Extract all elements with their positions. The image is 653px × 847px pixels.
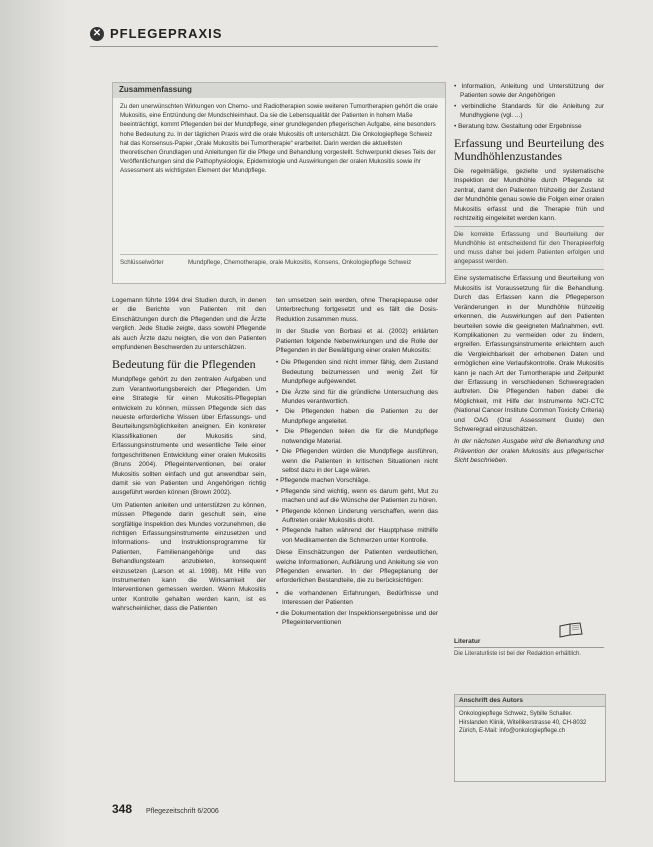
paragraph-next-issue: In der nächsten Ausgabe wird die Behandlung und Prävention der oralen Mukositis aus pflegerischer Sicht beschrieben. bbox=[454, 438, 604, 465]
literature-note bbox=[454, 622, 604, 659]
keywords-label: Schlüsselwörter bbox=[120, 259, 164, 266]
col3-bullet-list bbox=[454, 82, 604, 131]
list-item: • verbindliche Standards für die Anleitung zur Mundhygiene (vgl. ...) bbox=[454, 102, 604, 120]
list-item: • Die Pflegenden haben die Patienten zu der Mundpflege angeleitet. bbox=[276, 408, 438, 425]
publication-name: Pflegezeitschrift 6/2006 bbox=[146, 808, 219, 815]
paragraph: Logemann führte 1994 drei Studien durch, in denen er die Berichte von Patienten mit den Einschätzungen durch die Pflegenden und die Ärzte verglich. Jede Studie zeigte, dass sowohl Pflegende als auch Ärzte dazu neigten, die von den Patienten empfundenen Beschwerden zu unterschätzen. bbox=[112, 297, 266, 352]
author-text: Onkologiepflege Schweiz, Sybille Schaller. Hirslanden Klinik, Witellikerstrasse 40, CH-8032 Zürich, E-Mail: info@onkologiepflege.ch bbox=[459, 711, 587, 735]
paragraph: Um Patienten anleiten und unterstützen zu können, müssen Pflegende darin geschult sein, eine sorgfältige Inspektion des Mundes vorzunehmen, die richtigen Erfassungsinstrumente einzusetzen und Informations- und Instruktionsprogramme für Patienten, Familienangehörige und das Behandlungsteam anzubieten, konsequent einzusetzen (Larson et al. 1998). Mit Hilfe von Instrumenten kann die Wirksamkeit der Interventionen gemessen werden. Wenn Mukositis unter Kontrolle gehalten werden kann, ist es wahrscheinlicher, dass die Patienten bbox=[112, 501, 266, 613]
heading-erfassung: Erfassung und Beurteilung des Mundhöhlenzustandes bbox=[454, 136, 604, 164]
summary-text: Zu den unerwünschten Wirkungen von Chemo- und Radiotherapien sowie weiteren Tumortherapien gehört die orale Mukositis, eine Entzündung der Mundschleimhaut. Da sie die Lebensqualität der Patienten in hohem Maße beeinträchtigt, kommt Pflegenden bei der Mundpflege, einer grundlegenden pflegerischen Aufgabe, eine besonders hohe Bedeutung zu. In der täglichen Praxis wird die orale Mukositis oft unterschätzt. Die Onkologiepflege Schweiz hat das Konsensus-Papier „Orale Mukositis bei Tumortherapie“ erarbeitet. Darin werden die aktuellsten theoretischen Grundlagen und Anleitungen für die Pflege und Behandlung vorgestellt. Schwerpunkt dieses Teils der Veröffentlichungen sind die Pathophysiologie, Epidemiologie und Auswirkungen der oralen Mukositis sowie ihr Assessment als wichtigsten Element der Mundpflege. bbox=[120, 103, 438, 175]
list-item: • Beratung bzw. Gestaltung oder Ergebnisse bbox=[454, 122, 582, 130]
paragraph: ten umsetzen sein werden, ohne Therapiepause oder Unterbrechung fortgesetzt und es fällt die Dosis-Reduktion zusammen muss. bbox=[276, 297, 438, 323]
list-item: • Pflegende machen Vorschläge. bbox=[276, 477, 371, 485]
list-item: • Pflegende können Linderung verschaffen, wenn das Auftreten oraler Mukositis droht. bbox=[276, 507, 438, 524]
section-header bbox=[90, 26, 222, 41]
paragraph: Die regelmäßige, gezielte und systematische Inspektion der Mundhöhle durch Pflegende ist zentral, damit den Patienten frühzeitig der Zustand der Mundhöhle genau sowie die Folgen einer oralen Mukositis erfasst und die Therapie früh und rechtzeitig eingeleitet werden kann. bbox=[454, 168, 604, 223]
list-item: • Information, Anleitung und Unterstützung der Patienten sowie der Angehörigen bbox=[454, 83, 604, 100]
keywords-text: Mundpflege, Chemotherapie, orale Mukositis, Konsens, Onkologiepflege Schweiz bbox=[188, 259, 412, 266]
paragraph: Eine systematische Erfassung und Beurteilung von Mukositis ist Voraussetzung für die Behandlung. Durch das Erfassen kann die Pflegeperson Veränderungen in der Mundhöhle frühzeitig erkennen, die Auswirkungen auf den Patienten beurteilen sowie die geeigneten Maßnahmen, evtl. Komplikationen zu vermeiden oder zu lindern, ergreifen. Erfassungsinstrumente erleichtern auch die Vergleichbarkeit der erhobenen Daten und ermöglichen eine Verlaufskontrolle. Orale Mukositis kann je nach Art der Tumortherapie und Zeitpunkt der Erfassung in verschiedenen Schweregraden auftreten. Die Pflegenden haben dabei die Möglichkeit, mit Hilfe der Instrumente NCI-CTC (National Cancer Institute Common Toxicity Criteria) und OAG (Oral Assessment Guide) den Schweregrad einzuschätzen. bbox=[454, 275, 604, 433]
highlight-box: Die korrekte Erfassung und Beurteilung der Mundhöhle ist entscheidend für den Therapieerfolg und muss daher bei jedem Patienten erfolgen und angepasst werden. bbox=[454, 226, 604, 270]
x-circle-icon: ✕ bbox=[90, 27, 104, 41]
summary-heading: Zusammenfassung bbox=[113, 83, 445, 98]
header-rule bbox=[90, 46, 438, 47]
col2-bullet-list bbox=[276, 358, 438, 545]
paragraph: Diese Einschätzungen der Patienten verdeutlichen, welche Informationen, Aufklärung und Anleitung sie von Pflegenden erwarten. In der Pflegeplanung der erforderlichen Bestandteile, die zu berücksichtigen: bbox=[276, 549, 438, 585]
column-1 bbox=[112, 296, 266, 796]
list-item: • die Dokumentation der Inspektionsergebnisse und der Pflegeinterventionen bbox=[276, 609, 438, 626]
list-item: • Die Pflegenden würden die Mundpflege ausführen, wenn die Patienten in kritischen Situationen nicht selbst dazu in der Lage wären. bbox=[276, 448, 438, 474]
literature-title: Literatur bbox=[454, 638, 604, 648]
author-heading: Anschrift des Autors bbox=[455, 695, 605, 707]
paragraph: In der Studie von Borbasi et al. (2002) erklärten Patienten folgende Nebenwirkungen und die Rolle der Pflegenden in der Bewältigung einer oralen Mukositis: bbox=[276, 328, 438, 355]
keywords-row bbox=[120, 254, 438, 267]
scan-shadow bbox=[0, 0, 70, 847]
paragraph: Mundpflege gehört zu den zentralen Aufgaben und zum Verantwortungsbereich der Pflegenden. Um eine Strategie für einen Mukositis-Pflegeplan entwickeln zu können, müssen Pflegende sich das neueste erforderliche Wissen über Erfassungs- und Beurteilungsmöglichkeiten aneignen. Ein konkreter Klassifikationen der Mukositis sind, Erfassungsinstrumente und wesentliche Teile einer fortgeschrittenen Entwicklung einer oralen Mukositis (Bruns 2004). Pflegeinterventionen, bei oraler Mukositis sollten einfach und gut anwendbar sein, damit sie von Patienten und Angehörigen richtig ausgeführt werden können (Brown 2002). bbox=[112, 376, 266, 497]
page-number: 348 bbox=[112, 802, 133, 816]
summary-box bbox=[112, 82, 446, 284]
book-icon bbox=[454, 622, 604, 638]
column-2 bbox=[276, 296, 438, 796]
list-item: • Die Ärzte sind für die gründliche Untersuchung des Mundes verantwortlich. bbox=[276, 388, 438, 406]
col2-bullet-list-2 bbox=[276, 589, 438, 628]
list-item: • die vorhandenen Erfahrungen, Bedürfnisse und Interessen der Patienten bbox=[276, 589, 438, 607]
column-3 bbox=[454, 82, 604, 622]
page-footer bbox=[112, 802, 219, 816]
list-item: • Pflegende halten während der Hauptphase mithilfe von Medikamenten die Schmerzen unter Kontrolle. bbox=[276, 527, 438, 544]
author-box bbox=[454, 694, 606, 782]
section-title: PFLEGEPRAXIS bbox=[110, 26, 223, 41]
literature-text: Die Literaturliste ist bei der Redaktion erhältlich. bbox=[454, 651, 582, 657]
list-item: • Die Pflegenden sind nicht immer fähig, dem Zustand Bedeutung beizumessen und wenig Zeit für Mundpflege aufgewendet. bbox=[276, 359, 438, 386]
heading-bedeutung: Bedeutung für die Pflegenden bbox=[112, 357, 256, 372]
list-item: • Die Pflegenden teilen die für die Mundpflege notwendige Material. bbox=[276, 428, 438, 445]
list-item: • Pflegende sind wichtig, wenn es darum geht, Mut zu machen und auf die Wünsche der Patienten zu hören. bbox=[276, 487, 438, 505]
